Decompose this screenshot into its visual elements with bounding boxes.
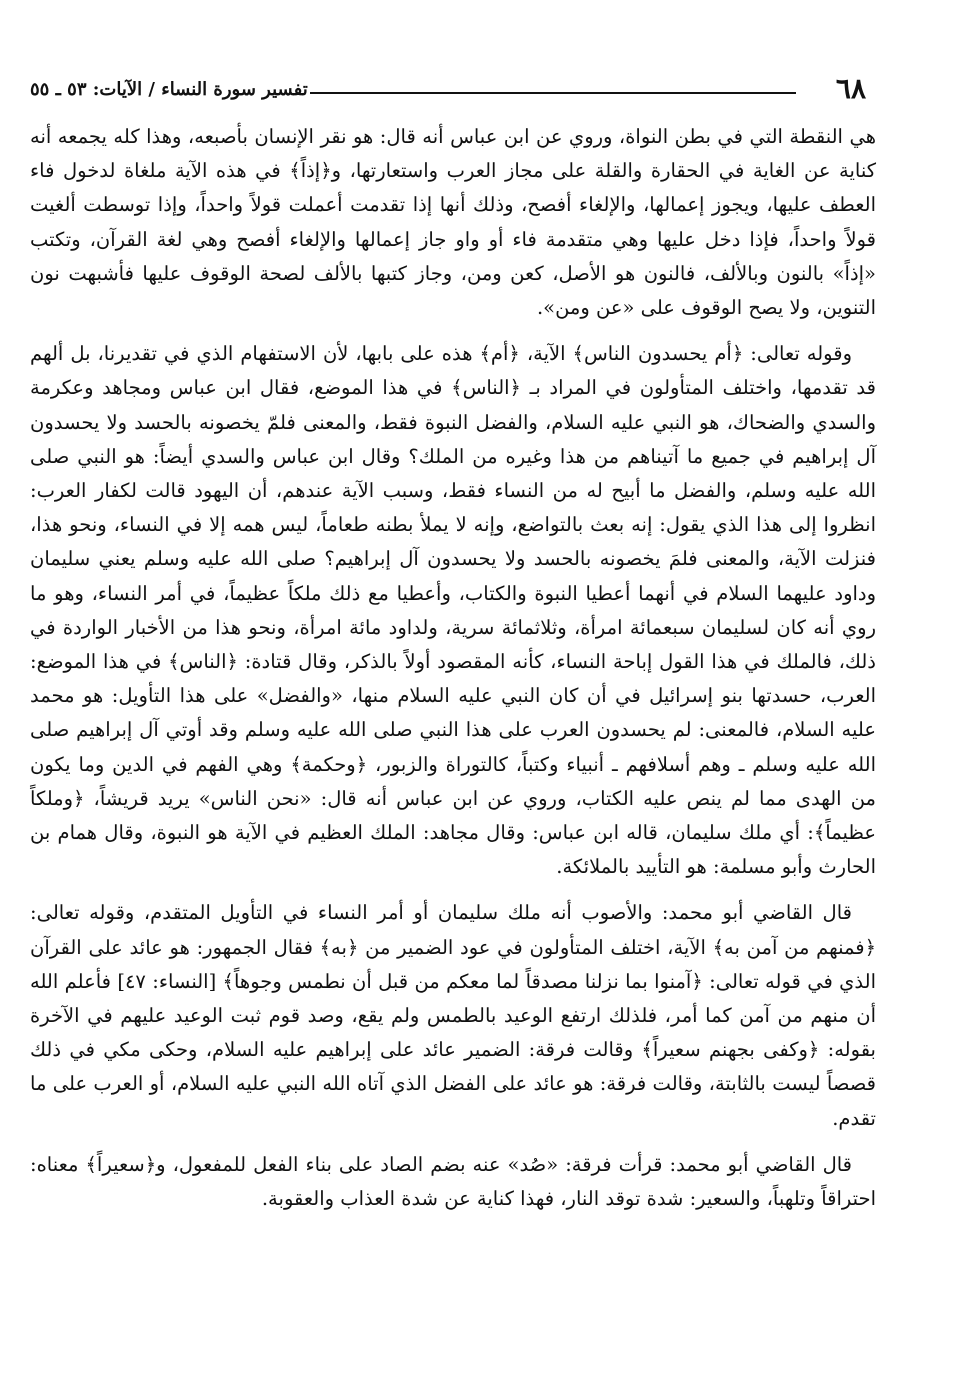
paragraph-1: هي النقطة التي في بطن النواة، وروي عن ابن عباس أنه قال: هو نقر الإنسان بأصبعه، وهذا كله يجمعه أنه كناية عن الغاية في الحقارة والقلة على مجاز العرب واستعارتها، و﴿إذاً﴾ في هذه الآية ملغاة لدخول فاء العطف عليها، ويجوز إعمالها، والإلغاء أفصح، وذلك أنها إذا تقدمت أعملت قولاً واحداً، وإذا توسطت ألغيت قولاً واحداً، فإذا دخل عليها وهي متقدمة فاء أو واو جاز إعمالها والإلغاء أفصح وهي لغة القرآن، وتكتب «إذاً» بالنون وبالألف، فالنون هو الأصل، كعن ومن، وجاز كتبها بالألف لصحة الوقوف عليها فأشبهت نون التنوين، ولا يصح الوقوف على «عن ومن». (30, 125, 876, 320)
header-rule (310, 92, 796, 94)
paragraph-4: قال القاضي أبو محمد: قرأت فرقة: «صُد» عنه بضم الصاد على بناء الفعل للمفعول، و﴿سعيراً﴾ معناه: احتراقاً وتلهباً، والسعير: شدة توقد النار، فهذا كناية عن شدة العذاب والعقوبة. (30, 1152, 876, 1211)
page-number: ٦٨ (835, 72, 866, 105)
paragraph-3: قال القاضي أبو محمد: والأصوب أنه ملك سليمان أو أمر النساء في التأويل المتقدم، وقوله تعالى: ﴿فمنهم من آمن به﴾ الآية، اختلف المتأولون في عود الضمير من ﴿به﴾ فقال الجمهور: هو عائد على القرآن الذي في قوله تعالى: ﴿آمنوا بما نزلنا مصدقاً لما معكم من قبل أن نطمس وجوهاً﴾ [النساء: ٤٧] فأعلم الله أن منهم من آمن كما أمر، فلذلك ارتفع الوعيد بالطمس ولم يقع، وصد قوم ثبت الوعيد عليهم في الآخرة بقوله: ﴿وكفى بجهنم سعيراً﴾ وقالت فرقة: الضمير عائد على إبراهيم عليه السلام، وحكى مكي في ذلك قصصاً ليست بالثابتة، وقالت فرقة: هو عائد على الفضل الذي آتاه الله النبي عليه السلام، أو العرب على ما تقدم. (30, 901, 876, 1130)
body-text (30, 120, 876, 1228)
paragraph-2: وقوله تعالى: ﴿أم يحسدون الناس﴾ الآية، ﴿أم﴾ هذه على بابها، لأن الاستفهام الذي في تقديرنا، بل ألهم قد تقدمها، واختلف المتأولون في المراد بـ ﴿الناس﴾ في هذا الموضع، فقال ابن عباس ومجاهد وعكرمة والسدي والضحاك، هو النبي عليه السلام، والفضل النبوة فقط، والمعنى فلمّ يخصونه بالحسد ولا يحسدون آل إبراهيم في جميع ما آتيناهم من هذا وغيره من الملك؟ وقال ابن عباس والسدي أيضاً: هو النبي صلى الله عليه وسلم، والفضل ما أبيح له من النساء فقط، وسبب الآية عندهم، أن اليهود قالت لكفار العرب: انظروا إلى هذا الذي يقول: إنه بعث بالتواضع، وإنه لا يملأ بطنه طعاماً، ليس همه إلا في النساء، ونحو هذا، فنزلت الآية، والمعنى فلمَ يخصونه بالحسد ولا يحسدون آل إبراهيم؟ صلى الله عليه وسلم يعني سليمان وداود عليهما السلام في أنهما أعطيا النبوة والكتاب، وأعطيا مع ذلك ملكاً عظيماً، في أمر النساء، وهو ما روي أنه كان لسليمان سبعمائة امرأة، وثلاثمائة سرية، ولداود مائة امرأة، ونحو هذا من الأخبار الواردة في ذلك، فالملك في هذا القول إباحة النساء، كأنه المقصود أولاً بالذكر، وقال قتادة: ﴿الناس﴾ في هذا الموضع: العرب، حسدتها بنو إسرائيل في أن كان النبي عليه السلام منها، «والفضل» على هذا التأويل: هو محمد عليه السلام، فالمعنى: لم يحسدون العرب على هذا النبي صلى الله عليه وسلم وقد أوتي آل إبراهيم صلى الله عليه وسلم ـ وهم أسلافهم ـ أنبياء وكتباً، كالتوراة والزبور، ﴿وحكمة﴾ وهي الفهم في الدين وما يكون من الهدى مما لم ينص عليه الكتاب، وروي عن ابن عباس أنه قال: «نحن الناس» يريد قريشاً، ﴿وملكاً عظيماً﴾: أي ملك سليمان، قاله ابن عباس: وقال مجاهد: الملك العظيم في الآية هو النبوة، وقال همام بن الحارث وأبو مسلمة: هو التأييد بالملائكة. (30, 342, 876, 879)
running-header (30, 70, 866, 110)
running-title: تفسير سورة النساء / الآيات: ٥٣ ـ ٥٥ (30, 79, 308, 100)
